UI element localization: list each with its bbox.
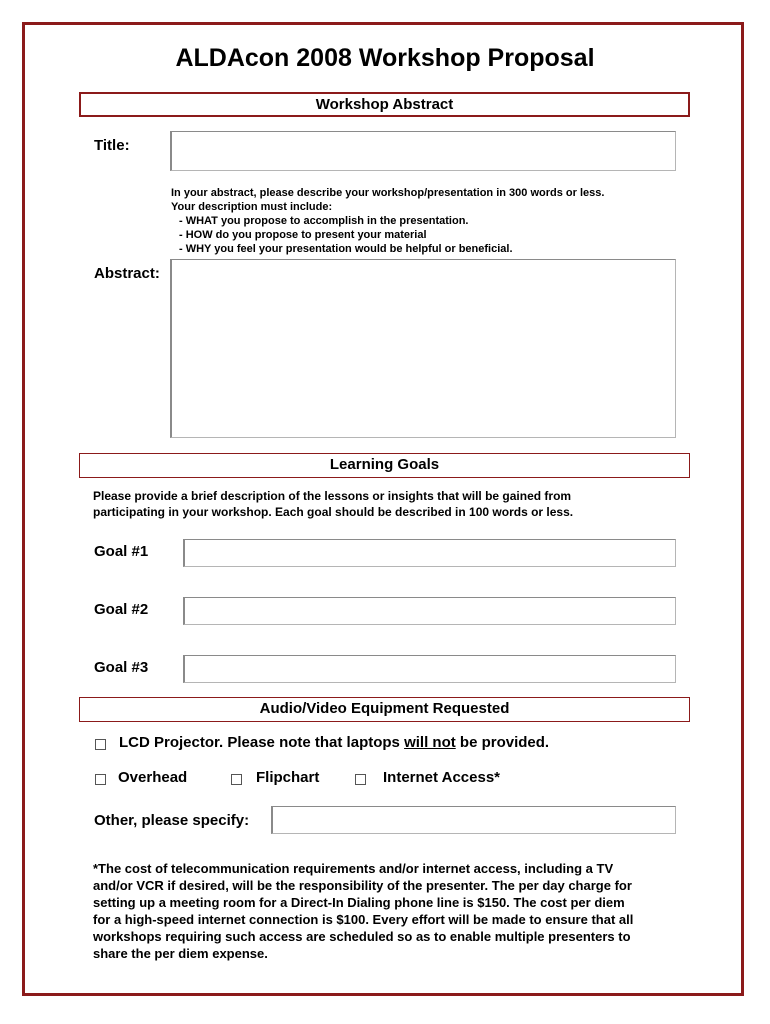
flipchart-label: Flipchart xyxy=(256,769,320,786)
goal2-label: Goal #2 xyxy=(94,601,149,618)
section-header-goals: Learning Goals xyxy=(79,453,690,478)
internet-access-checkbox[interactable] xyxy=(355,774,366,785)
goal1-label: Goal #1 xyxy=(94,543,149,560)
page-title: ALDAcon 2008 Workshop Proposal xyxy=(175,44,595,72)
internet-access-label: Internet Access* xyxy=(383,769,500,786)
overhead-label: Overhead xyxy=(118,769,188,786)
goal3-input[interactable] xyxy=(183,655,676,683)
other-input[interactable] xyxy=(271,806,676,834)
lcd-projector-checkbox[interactable] xyxy=(95,739,106,750)
title-input[interactable] xyxy=(170,131,676,171)
title-label: Title: xyxy=(94,137,130,154)
abstract-instructions: In your abstract, please describe your workshop/presentation in 300 words or less. Your description must include: - WHAT you propose to accomplish in the presentation. - HOW do you propose to present your material - WHY you feel your presentation would be helpful or beneficial. xyxy=(171,187,605,255)
lcd-projector-label: LCD Projector. Please note that laptops will not be provided. xyxy=(119,734,550,751)
cost-footnote: *The cost of telecommunication requirements and/or internet access, including a TV and/or VCR if desired, will be the responsibility of the presenter. The per day charge for setting up a meeting room for a Direct-In Dialing phone line is $150. The cost per diem for a high-speed internet connection is $100. Every effort will be made to ensure that all workshops requiring such access are scheduled so as to enable multiple presenters to share the per diem expense. xyxy=(93,861,634,961)
abstract-label: Abstract: xyxy=(94,265,160,282)
overhead-checkbox[interactable] xyxy=(95,774,106,785)
goal3-label: Goal #3 xyxy=(94,659,149,676)
section-header-abstract: Workshop Abstract xyxy=(79,92,690,117)
goal1-input[interactable] xyxy=(183,539,676,567)
goals-instructions: Please provide a brief description of the lessons or insights that will be gained from participating in your workshop. Each goal should be described in 100 words or less. xyxy=(93,489,574,519)
section-header-av: Audio/Video Equipment Requested xyxy=(79,697,690,722)
abstract-textarea[interactable] xyxy=(170,259,676,438)
flipchart-checkbox[interactable] xyxy=(231,774,242,785)
other-label: Other, please specify: xyxy=(94,812,250,829)
goal2-input[interactable] xyxy=(183,597,676,625)
